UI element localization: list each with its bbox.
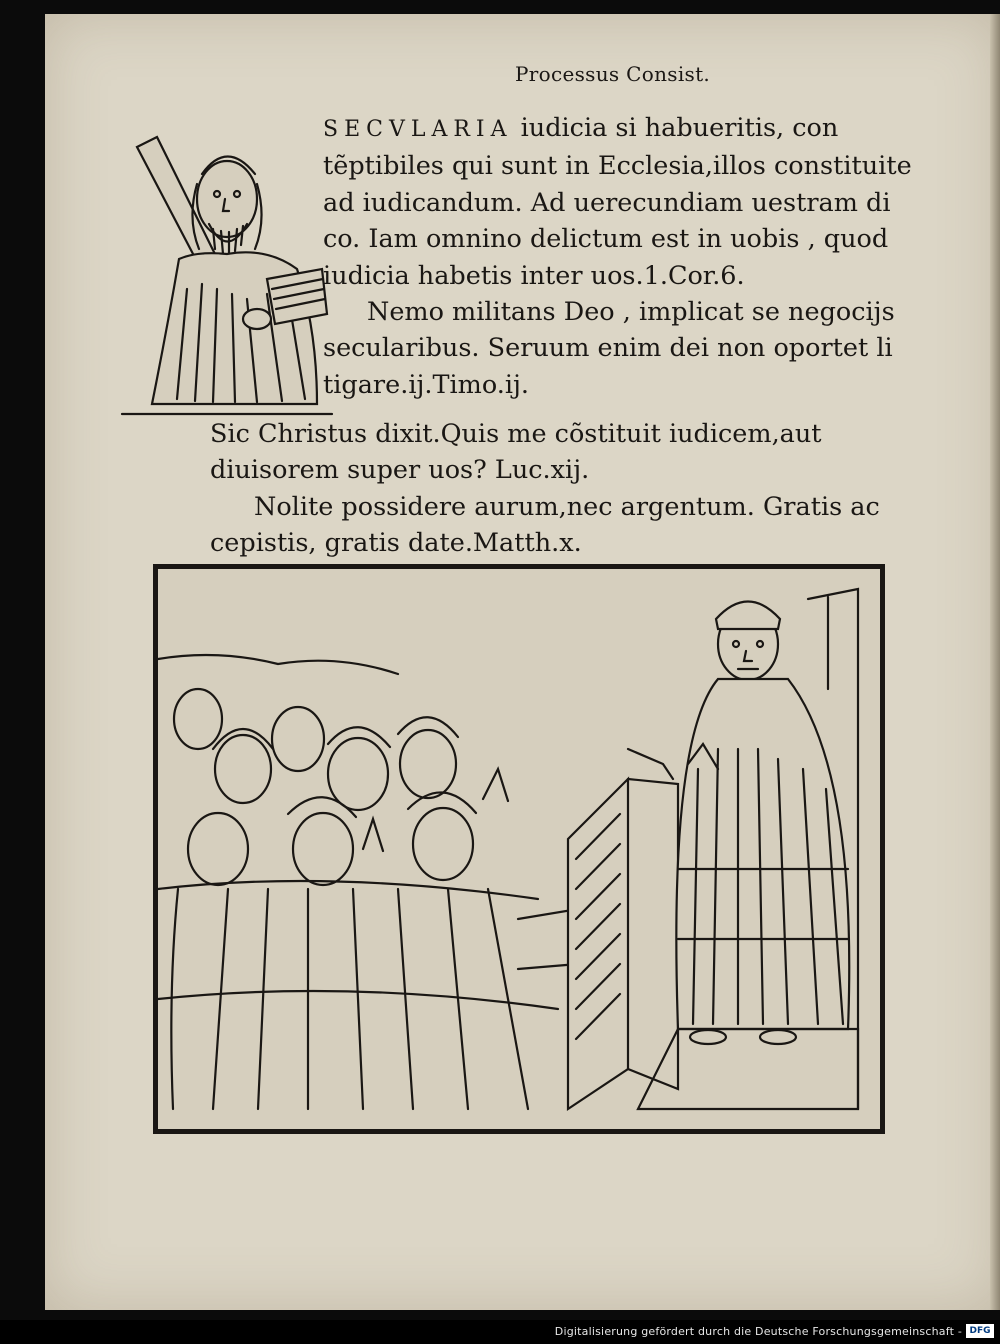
paragraph-2-line: Nemo militans Deo , implicat se negocijs bbox=[367, 297, 895, 328]
paragraph-4-line: Nolite possidere aurum,nec argentum. Gratis ac bbox=[254, 491, 880, 522]
running-head: Processus Consist. bbox=[515, 62, 711, 86]
paragraph-3-line: diuisorem super uos? Luc.xij. bbox=[210, 455, 590, 486]
lead-word: SECVLARIA bbox=[323, 117, 513, 142]
paragraph-3-4 bbox=[210, 416, 970, 562]
paragraph-1-line: co. Iam omnino delictum est in uobis , quod bbox=[323, 224, 889, 255]
preacher-woodcut bbox=[153, 564, 885, 1134]
footer-bar bbox=[0, 1320, 1000, 1344]
paragraph-3-line: Sic Christus dixit.Quis me cõstituit iudicem,aut bbox=[210, 419, 822, 449]
book-page bbox=[45, 14, 1000, 1310]
paragraph-1-line-1-text: iudicia si habueritis, con bbox=[520, 113, 839, 143]
paragraph-1-line: ad iudicandum. Ad uerecundiam uestram di bbox=[323, 187, 891, 218]
dfg-logo: DFG bbox=[966, 1324, 994, 1338]
page-edge bbox=[990, 14, 1000, 1310]
apostle-woodcut bbox=[117, 129, 337, 419]
footer-credit: Digitalisierung gefördert durch die Deutsche Forschungsgemeinschaft - bbox=[554, 1325, 962, 1338]
paragraph-1-line: iudicia habetis inter uos.1.Cor.6. bbox=[323, 260, 745, 291]
paragraph-1-line: tẽptibiles qui sunt in Ecclesia,illos constituite bbox=[323, 151, 912, 182]
paragraph-2-line: secularibus. Seruum enim dei non oportet li bbox=[323, 333, 893, 364]
paragraph-1-line-1 bbox=[323, 110, 963, 148]
paragraph-4-line: cepistis, gratis date.Matth.x. bbox=[210, 528, 582, 559]
paragraph-2-line: tigare.ij.Timo.ij. bbox=[323, 369, 530, 400]
paragraph-1 bbox=[323, 110, 963, 403]
